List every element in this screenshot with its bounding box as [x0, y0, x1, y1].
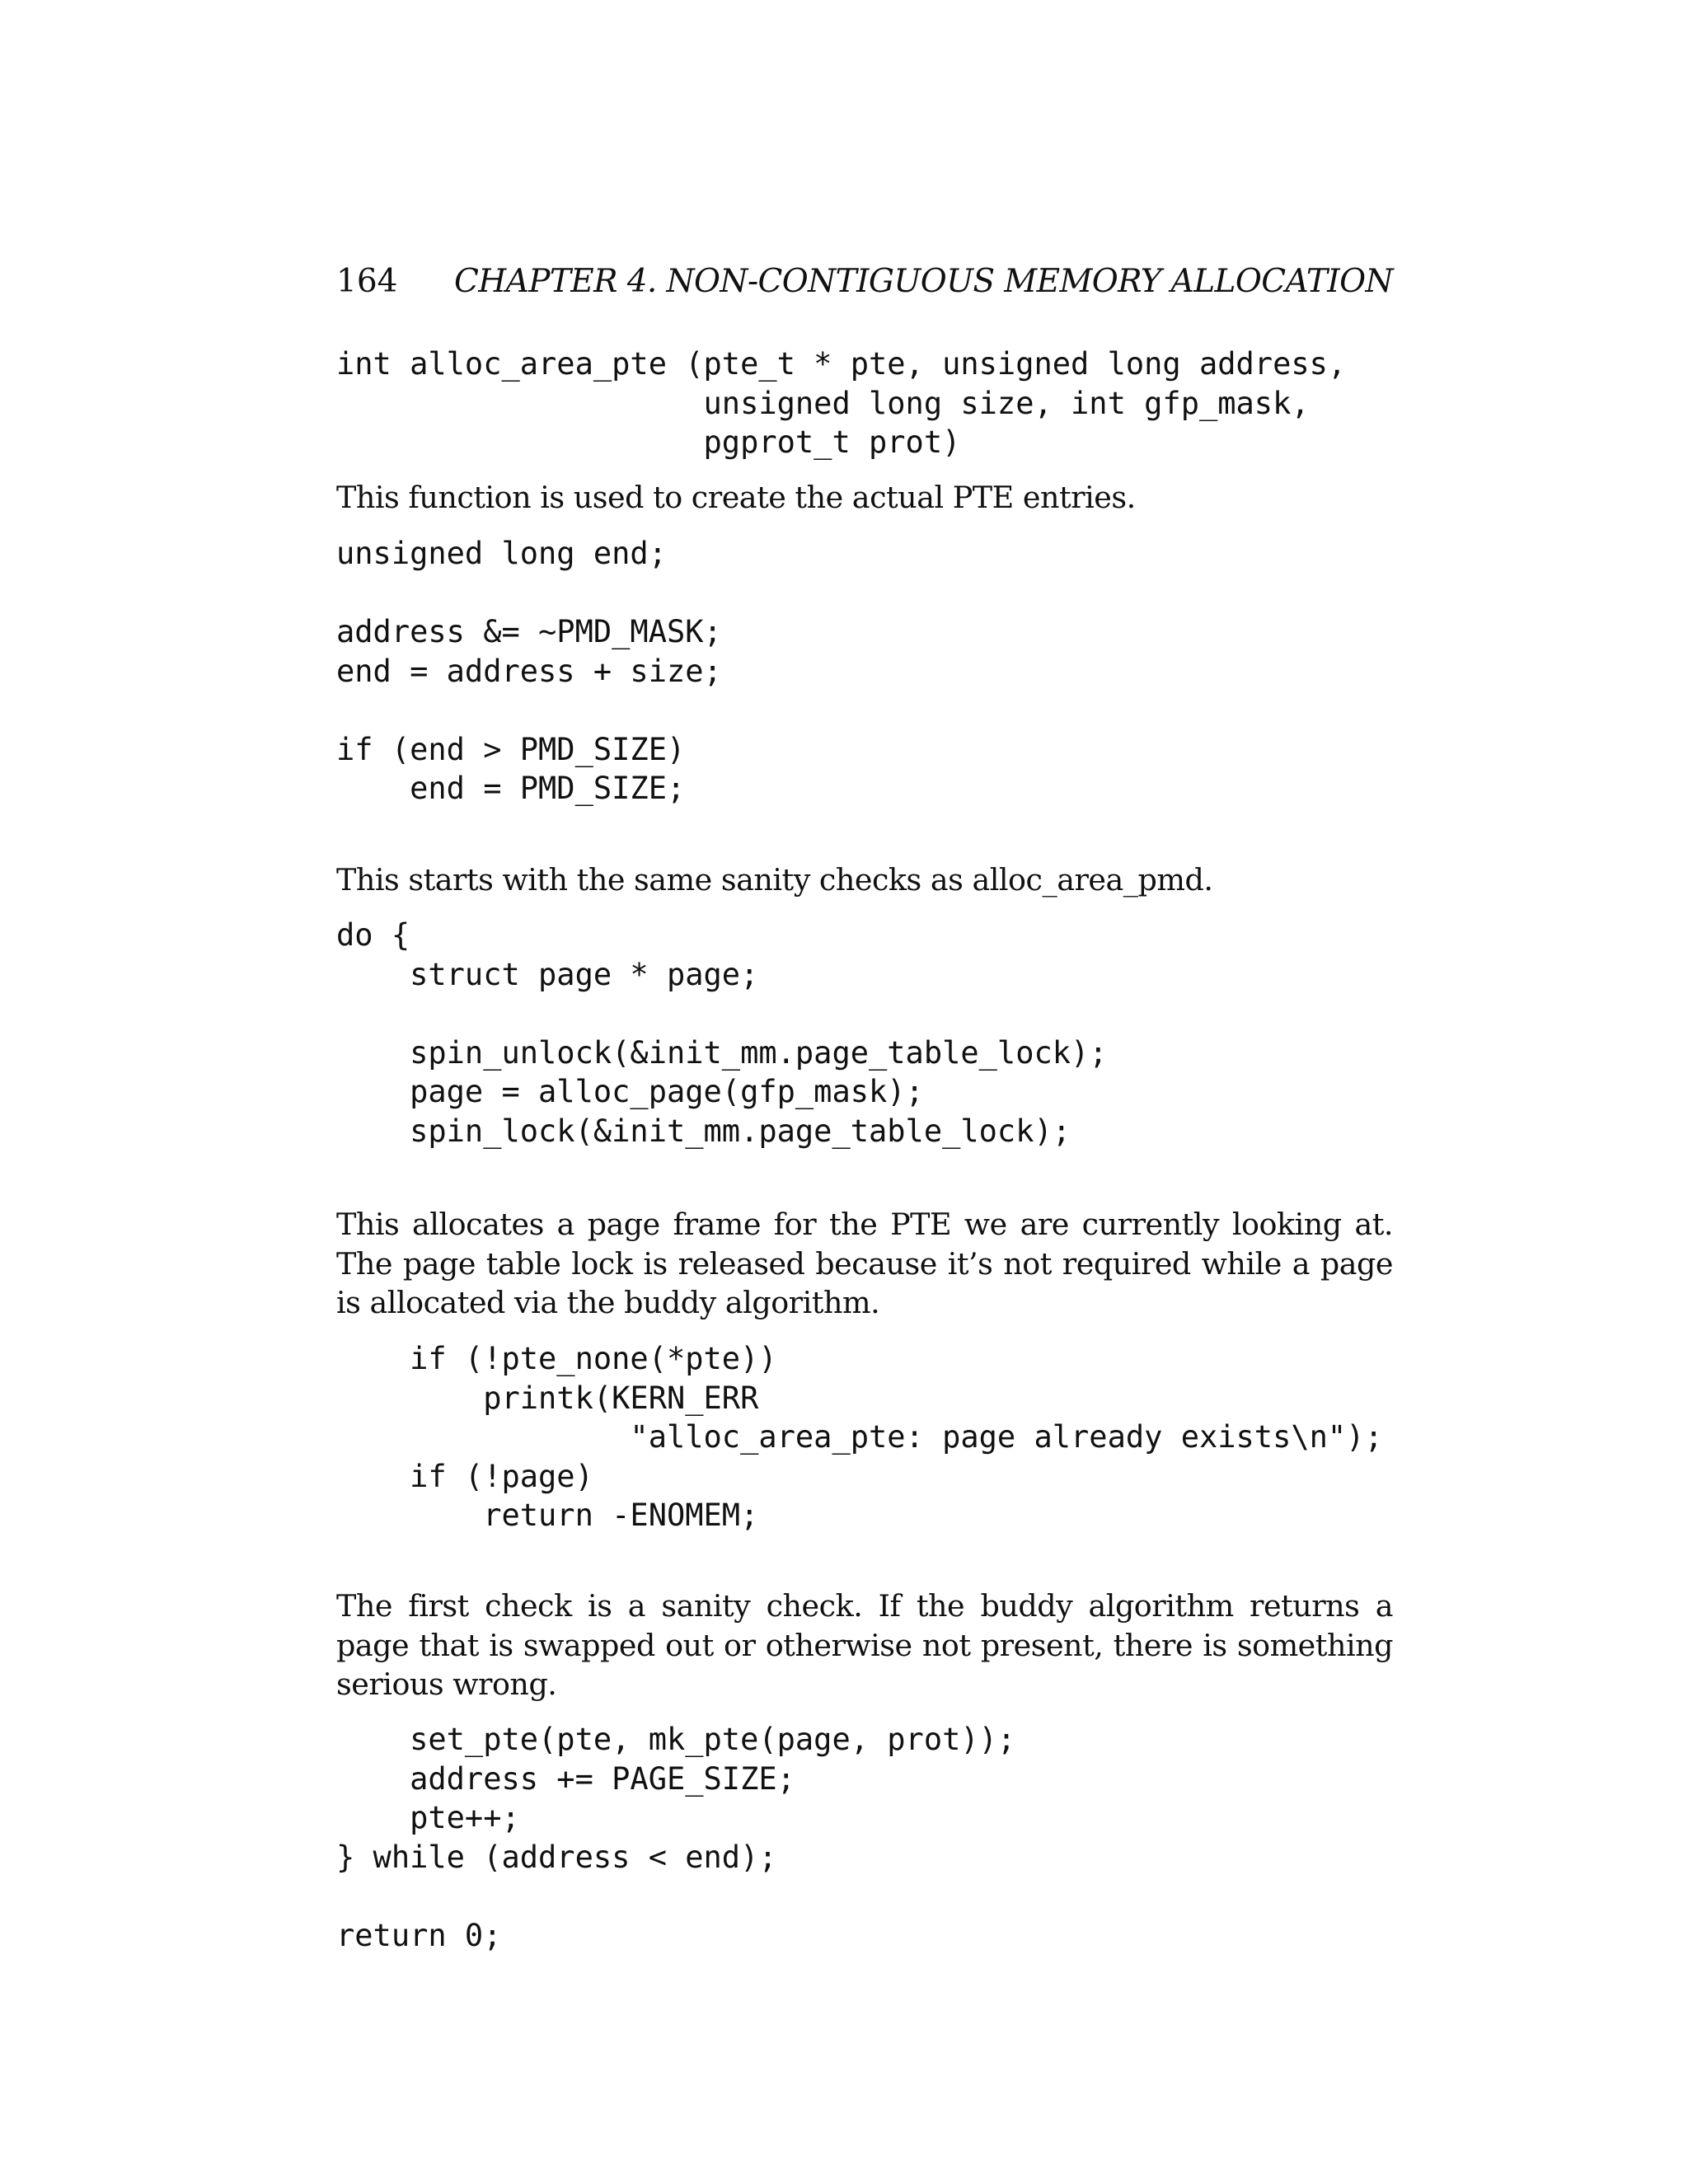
- setup-code: unsigned long end; address &= ~PMD_MASK; end = address + size; if (end > PMD_SIZE) end = PMD_SIZE;: [336, 536, 722, 806]
- running-head: CHAPTER 4. NON-CONTIGUOUS MEMORY ALLOCATION: [454, 263, 1393, 300]
- allocation-paragraph: This allocates a page frame for the PTE we are currently looking at. The page table lock is released because it’s not required while a page is allocated via the buddy algorithm.: [336, 1207, 1393, 1320]
- page-header: [336, 259, 1393, 305]
- sanity-paragraph: This starts with the same sanity checks as alloc_area_pmd.: [336, 862, 1213, 898]
- tail-code: set_pte(pte, mk_pte(page, prot)); address += PAGE_SIZE; pte++; } while (address < end); return 0;: [336, 1722, 1016, 1953]
- page-number: 164: [336, 263, 398, 300]
- intro-paragraph: This function is used to create the actual PTE entries.: [336, 480, 1136, 515]
- check-code: if (!pte_none(*pte)) printk(KERN_ERR "alloc_area_pte: page already exists\n"); if (!page) return -ENOMEM;: [410, 1341, 1383, 1533]
- loop-code: do { struct page * page; spin_unlock(&init_mm.page_table_lock); page = alloc_page(gfp_mask); spin_lock(&init_mm.page_table_lock);: [336, 917, 1108, 1149]
- check-paragraph: The first check is a sanity check. If the buddy algorithm returns a page that is swapped out or otherwise not present, there is something serious wrong.: [336, 1588, 1393, 1702]
- function-signature-code: int alloc_area_pte (pte_t * pte, unsigned long address, unsigned long size, int gfp_mask, pgprot_t prot): [336, 346, 1347, 460]
